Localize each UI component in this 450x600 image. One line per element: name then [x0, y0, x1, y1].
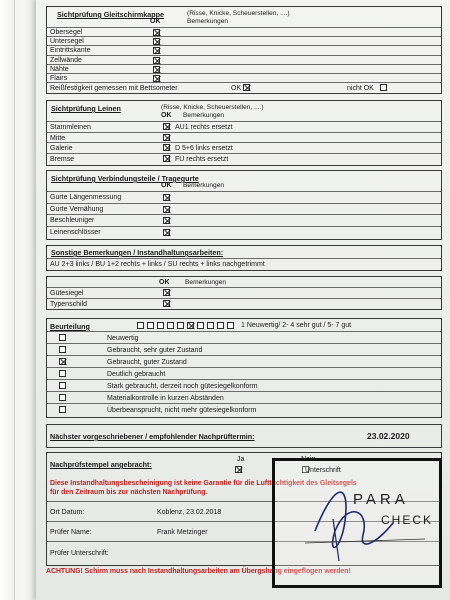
verbindung-section [46, 170, 442, 240]
verbindung-ok-checkbox[interactable] [163, 194, 170, 201]
stamp-brand-b: CHECK [381, 513, 434, 527]
leinen-item-note: AU1 rechts ersetzt [175, 124, 233, 131]
stempel-nein-label: Nein [301, 456, 316, 463]
gleitschirm-hint: (Risse, Knicke, Scheuerstellen, ....) [187, 10, 290, 17]
scale-box[interactable] [147, 322, 154, 329]
reiss-ok-label: OK [231, 85, 242, 92]
termin-section [46, 424, 442, 448]
leinen-hint: (Risse, Knicke, Scheuerstellen, ....) [161, 104, 264, 111]
pruefer-value: Frank Metzinger [157, 529, 208, 536]
inspection-sheet [36, 0, 450, 600]
siegel-ok-checkbox[interactable] [163, 300, 170, 307]
gleitschirm-ok-header: OK [150, 18, 161, 25]
gleitschirm-item-label: Untersegel [50, 38, 84, 46]
scale-box[interactable] [177, 322, 184, 329]
ort-label: Ort Datum: [50, 509, 85, 516]
gleitschirm-title: Sichtprüfung Gleitschirmkappe [57, 10, 165, 19]
leinen-row [47, 121, 441, 132]
beurteilung-item-label: Deutlich gebraucht [107, 371, 166, 378]
scale-box[interactable] [207, 322, 214, 329]
scale-box[interactable] [157, 322, 164, 329]
verbindung-ok-checkbox[interactable] [163, 229, 170, 236]
beurteilung-section [46, 318, 442, 418]
gleitschirm-item-label: Zellwände [50, 56, 82, 64]
stempel-ja-checkbox[interactable] [235, 466, 242, 473]
leinen-item-label: Galerie [50, 145, 73, 152]
siegel-item-label: Typenschild [50, 300, 87, 308]
beurteilung-checkbox[interactable] [59, 370, 66, 377]
reiss-nicht-ok-label: nicht OK [347, 85, 374, 92]
reiss-row [47, 82, 441, 93]
reiss-ok-checkbox[interactable] [243, 84, 250, 91]
warning-text: ACHTUNG! Schirm muss nach Instandhaltungsarbeiten am Übergshang eingeflogen werden! [46, 568, 351, 575]
gleitschirm-item-label: Flairs [50, 75, 68, 82]
beurteilung-item-label: Neuwertig [107, 335, 139, 342]
gleitschirm-section [46, 6, 442, 94]
gleitschirm-bemerkungen-header: Bemerkungen [187, 18, 229, 25]
siegel-row [47, 287, 441, 298]
leinen-ok-header: OK [161, 112, 172, 119]
beurteilung-item-label: Überbeansprucht, nicht mehr gütesiegelkonform [107, 407, 257, 414]
gleitschirm-item-label: Eintrittskante [50, 47, 91, 55]
gleitschirm-ok-checkbox[interactable] [153, 38, 160, 45]
verbindung-row [47, 203, 441, 215]
unterschrift-label: Prüfer Unterschrift: [50, 550, 109, 557]
verbindung-ok-header: OK [161, 182, 172, 189]
leinen-item-label: Bremse [50, 155, 75, 163]
siegel-bemerkungen-header: Bemerkungen [185, 279, 227, 286]
pruefer-label: Prüfer Name: [50, 529, 92, 536]
beurteilung-checkbox[interactable] [59, 394, 66, 401]
siegel-ok-header: OK [159, 279, 170, 286]
verbindung-item-label: Gurte Längenmessung [50, 194, 122, 201]
verbindung-bemerkungen-header: Bemerkungen [183, 182, 225, 189]
verbindung-row [47, 214, 441, 226]
stamp-top-line: Unterschrift [305, 467, 341, 474]
leinen-item-note: D 5+6 links ersetzt [175, 145, 233, 152]
scale-box[interactable] [197, 322, 204, 329]
leinen-item-note: FU rechts ersetzt [175, 155, 229, 163]
scale-box[interactable] [227, 322, 234, 329]
leinen-section [46, 100, 442, 166]
sonstige-section [46, 245, 442, 271]
beurteilung-checkbox[interactable] [59, 358, 66, 365]
leinen-row [47, 153, 441, 164]
beurteilung-checkbox[interactable] [59, 334, 66, 341]
beurteilung-checkbox[interactable] [59, 346, 66, 353]
verbindung-row [47, 226, 441, 238]
siegel-item-label: Gütesiegel [50, 290, 84, 297]
scale-box[interactable] [137, 322, 144, 329]
gleitschirm-ok-checkbox[interactable] [153, 66, 160, 73]
leinen-ok-checkbox[interactable] [163, 134, 170, 141]
leinen-ok-checkbox[interactable] [163, 123, 170, 130]
sonstige-text-row [47, 258, 441, 270]
leinen-ok-checkbox[interactable] [163, 144, 170, 151]
beurteilung-title: Beurteilung [50, 322, 90, 331]
beurteilung-checkbox[interactable] [59, 406, 66, 413]
beurteilung-item-label: Materialkontrolle in kurzen Abständen [107, 395, 224, 402]
verbindung-item-label: Beschleuniger [50, 217, 95, 224]
scale-box[interactable] [187, 322, 194, 329]
reiss-label: Reißfestigkeit gemessen mit Bettsometer [50, 85, 178, 92]
termin-date: 23.02.2020 [367, 431, 410, 441]
stamp-brand-a: PARA [353, 491, 409, 508]
notice-line-2: für den Zeitraum bis zur nächsten Nachprüfung. [50, 489, 208, 496]
gleitschirm-row [47, 73, 441, 83]
verbindung-ok-checkbox[interactable] [163, 217, 170, 224]
verbindung-title: Sichtprüfung Verbindungsteile / Tragegurte [51, 174, 199, 183]
beurteilung-item-label: Gebraucht, guter Zustand [107, 359, 187, 366]
leinen-item-label: Mitte [50, 134, 66, 142]
leinen-row [47, 142, 441, 153]
reiss-nicht-ok-checkbox[interactable] [380, 84, 387, 91]
verbindung-item-label: Gurte Vernähung [50, 205, 104, 213]
termin-label: Nächster vorgeschriebener / empfohlender Nachprüftermin: [50, 432, 255, 441]
scale-box[interactable] [167, 322, 174, 329]
beurteilung-item-label: Gebraucht, sehr guter Zustand [107, 347, 203, 354]
beurteilung-scale-text: 1 Neuwertig/ 2- 4 sehr gut / 5- 7 gut [241, 322, 352, 329]
gleitschirm-ok-checkbox[interactable] [153, 29, 160, 36]
leinen-title: Sichtprüfung Leinen [51, 104, 121, 113]
gleitschirm-ok-checkbox[interactable] [153, 75, 160, 82]
gleitschirm-ok-checkbox[interactable] [153, 47, 160, 54]
verbindung-item-label: Leinenschlösser [50, 228, 101, 236]
gleitschirm-ok-checkbox[interactable] [153, 57, 160, 64]
siegel-section [46, 276, 442, 310]
stempel-label: Nachprüfstempel angebracht: [50, 460, 152, 469]
verbindung-ok-checkbox[interactable] [163, 206, 170, 213]
leinen-bemerkungen-header: Bemerkungen [183, 112, 225, 119]
gleitschirm-item-label: Nähte [50, 65, 69, 73]
gleitschirm-item-label: Obersegel [50, 29, 83, 36]
leinen-item-label: Stammleinen [50, 124, 91, 131]
sonstige-title: Sonstige Bemerkungen / Instandhaltungsarbeiten: [51, 248, 224, 257]
beurteilung-item-label: Stark gebraucht, derzeit noch gütesiegelkonform [107, 383, 258, 390]
verbindung-row [47, 191, 441, 203]
siegel-ok-checkbox[interactable] [163, 289, 170, 296]
siegel-row [47, 298, 441, 309]
notice-line-1: Diese Instandhaltungsbescheinigung ist keine Garantie für die Lufttüchtigkeit des Gleitsegels [50, 480, 357, 487]
beurteilung-checkbox[interactable] [59, 382, 66, 389]
leinen-row [47, 132, 441, 143]
stempel-ja-label: Ja [237, 456, 245, 463]
leinen-ok-checkbox[interactable] [163, 155, 170, 162]
page-curl [0, 0, 15, 600]
beurteilung-row [47, 403, 441, 416]
scale-box[interactable] [217, 322, 224, 329]
company-stamp [272, 458, 442, 588]
sonstige-text: AU 2+3 links / BU 1+2 rechts + links / SU rechts + links nachgetrimmt [50, 261, 265, 268]
ort-value: Koblenz, 23.02.2018 [157, 509, 222, 516]
